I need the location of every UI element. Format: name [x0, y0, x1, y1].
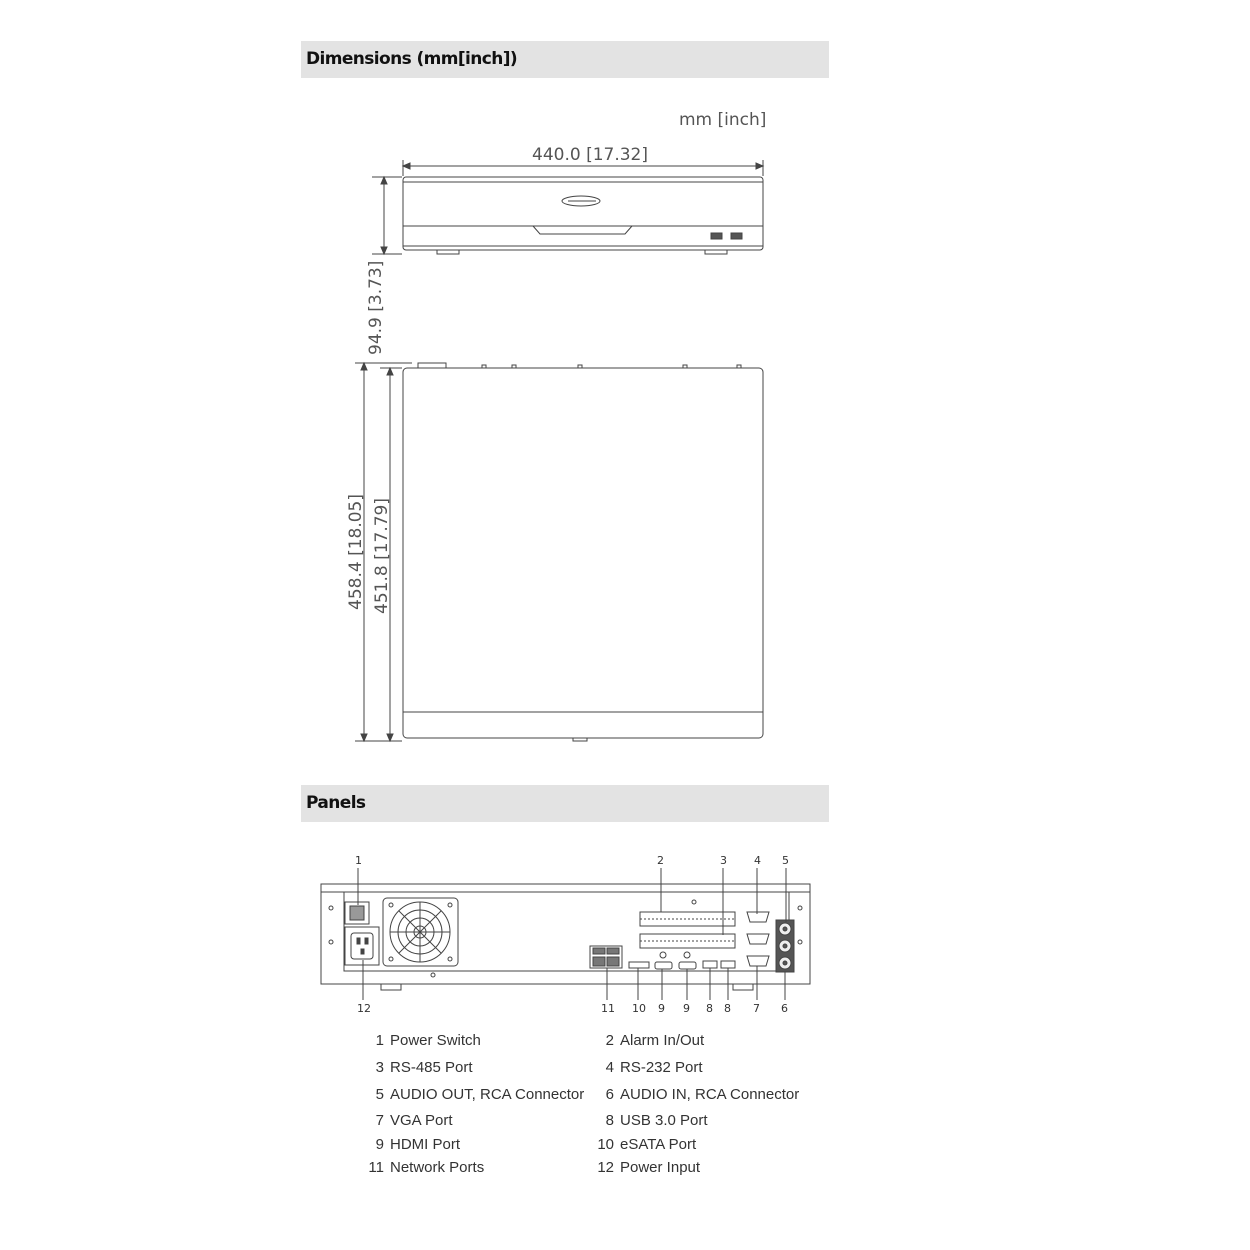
callout-10: 10: [632, 1002, 646, 1015]
legend-item: 12 Power Input: [597, 1159, 701, 1176]
callout-9a: 9: [658, 1002, 665, 1015]
rca-connectors: [776, 920, 794, 972]
callout-5: 5: [782, 854, 789, 867]
panels-section-title: Panels: [301, 785, 829, 822]
legend-item: 4 RS-232 Port: [605, 1059, 703, 1076]
overall-depth-label: 458.4 [18.05]: [346, 493, 366, 610]
callout-9b: 9: [683, 1002, 690, 1015]
width-dimension-label: 440.0 [17.32]: [532, 145, 649, 165]
legend-item: 3 RS-485 Port: [375, 1059, 473, 1076]
legend-item: 9 HDMI Port: [375, 1136, 461, 1153]
callout-2: 2: [657, 854, 664, 867]
legend-item: 2 Alarm In/Out: [605, 1032, 705, 1049]
body-depth-label: 451.8 [17.79]: [372, 497, 392, 614]
dimensions-section-title: Dimensions (mm[inch]): [301, 41, 829, 78]
callout-8a: 8: [706, 1002, 713, 1015]
callout-1: 1: [355, 854, 362, 867]
callout-12: 12: [357, 1002, 371, 1015]
callout-3: 3: [720, 854, 727, 867]
legend-item: 7 VGA Port: [375, 1112, 453, 1129]
top-view: [403, 363, 763, 741]
legend-item: 5 AUDIO OUT, RCA Connector: [375, 1086, 585, 1103]
callout-4: 4: [754, 854, 761, 867]
legend-item: 8 USB 3.0 Port: [605, 1112, 708, 1129]
unit-label: mm [inch]: [679, 110, 767, 130]
height-dimension-label: 94.9 [3.73]: [366, 260, 386, 355]
callout-7: 7: [753, 1002, 760, 1015]
front-view: [403, 177, 763, 254]
legend-item: 1 Power Switch: [375, 1032, 481, 1049]
callout-8b: 8: [724, 1002, 731, 1015]
legend-item: 6 AUDIO IN, RCA Connector: [605, 1086, 800, 1103]
callout-11: 11: [601, 1002, 615, 1015]
callout-6: 6: [781, 1002, 788, 1015]
legend-item: 10 eSATA Port: [597, 1136, 697, 1153]
rear-panel: [321, 884, 810, 990]
legend-item: 11 Network Ports: [368, 1159, 485, 1176]
